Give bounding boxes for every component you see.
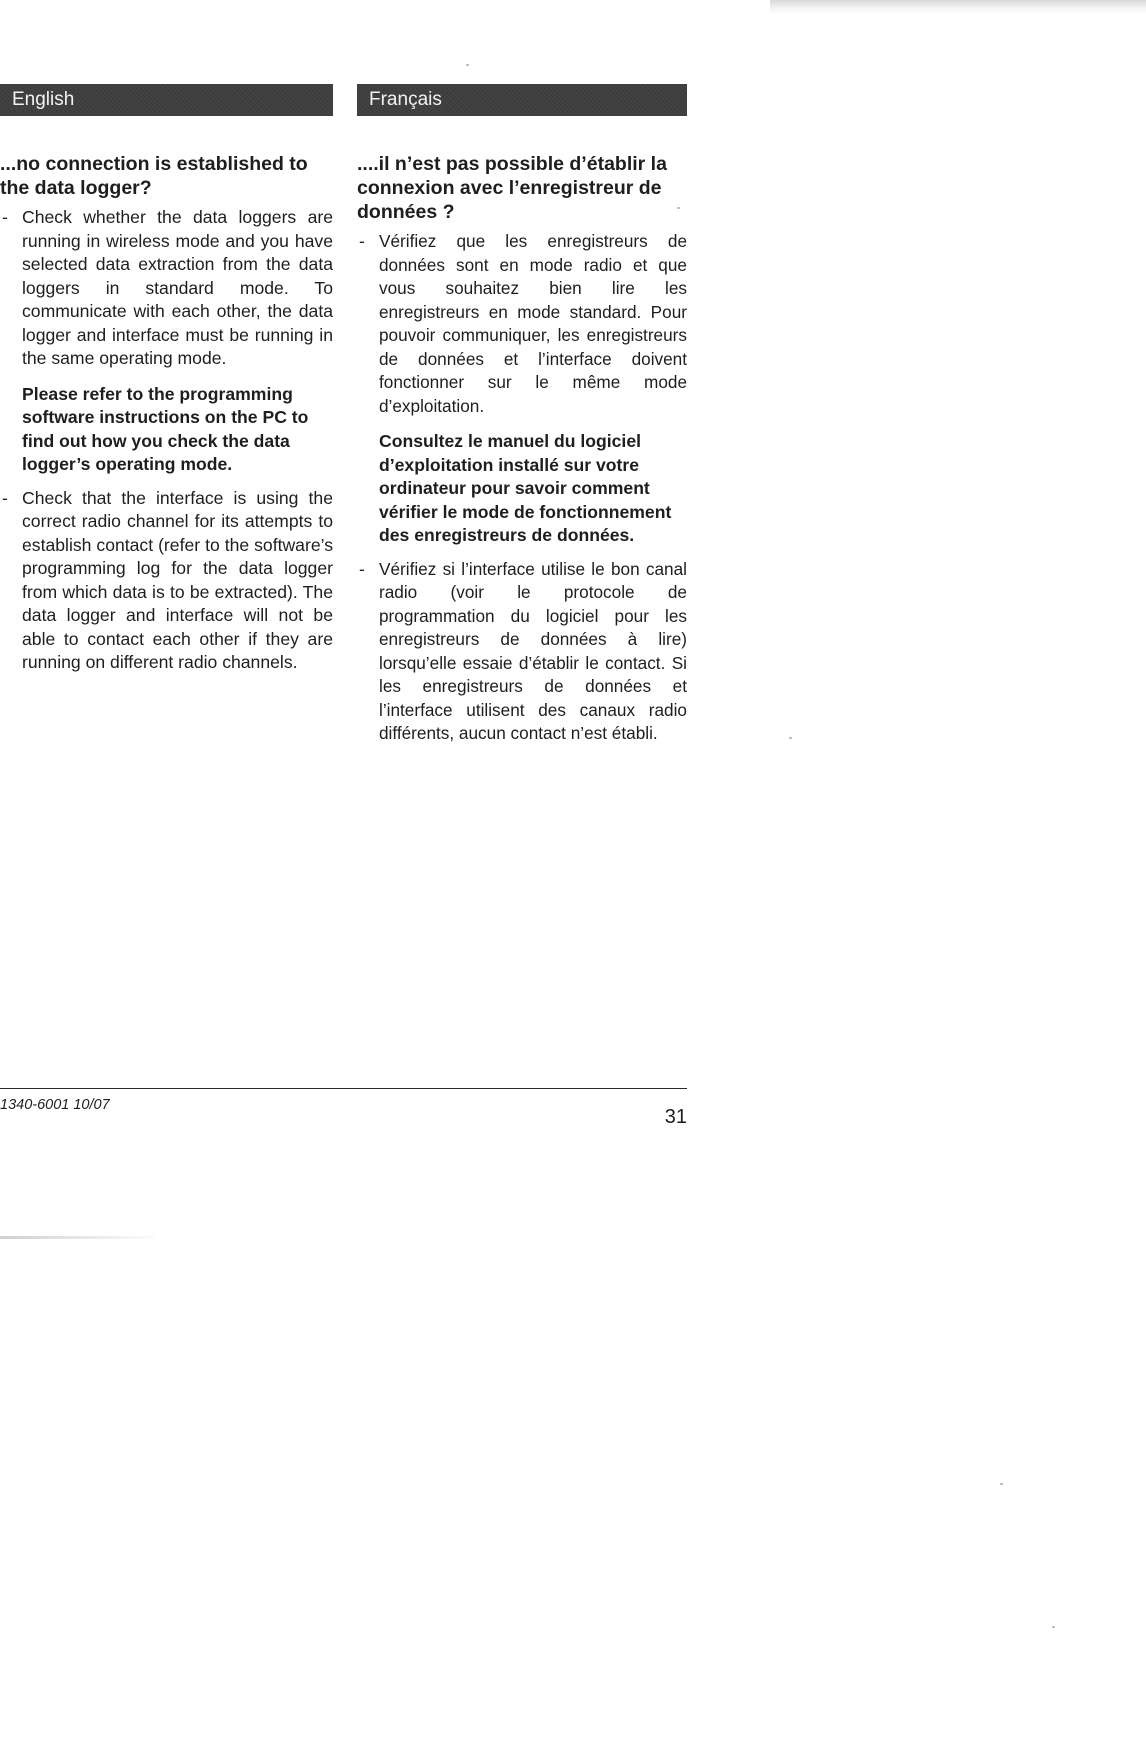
scan-speck <box>466 64 469 66</box>
document-code: 1340-6001 10/07 <box>0 1097 110 1113</box>
list-item <box>0 206 333 371</box>
bullet-dash: - <box>2 487 8 508</box>
list-item <box>357 558 687 746</box>
lang-label-english: English <box>0 84 333 116</box>
lang-label-french: Français <box>357 84 687 116</box>
note-english: Please refer to the programming software instructions on the PC to find out how you check the data logger’s operating mode. <box>22 383 309 474</box>
bullet-dash: - <box>359 558 365 579</box>
list-item <box>0 487 333 675</box>
english-column <box>0 84 333 685</box>
list-item-text: Vérifiez que les enregistreurs de données sont en mode radio et que vous souhaitez bien lire les enregistreurs en mode standard. Pour pouvoir communiquer, les enregistreurs de données et l’interface doivent fonctionner sur le même mode d’exploitation. <box>379 231 687 416</box>
list-item <box>357 230 687 418</box>
bullet-dash: - <box>2 207 8 227</box>
section-heading-english: ...no connection is established to the data logger? <box>0 153 308 199</box>
section-heading-french: ....il n’est pas possible d’établir la connexion avec l’enregistreur de données ? <box>357 153 667 223</box>
list-item-text: Check that the interface is using the correct radio channel for its attempts to establish contact (refer to the software’s programming log for the data logger from which data is to be extracted). The data logger and interface will not be able to contact each other if they are running on different radio channels. <box>22 487 333 672</box>
scan-speck <box>1000 1483 1003 1485</box>
scan-speck <box>789 737 792 739</box>
scan-speck <box>677 207 680 209</box>
scan-speck <box>1052 1626 1055 1628</box>
list-item-text: Vérifiez si l’interface utilise le bon canal radio (voir le protocole de programmation du logiciel pour les enregistreurs de données à lire) lorsqu’elle essaie d’établir le contact. Si les enregistreurs de données et l’interface utilisent des canaux radio différents, aucun contact n’est établi. <box>379 558 687 743</box>
footer-divider <box>0 1088 687 1089</box>
french-column <box>357 84 687 756</box>
scan-edge-shadow <box>770 0 1146 14</box>
list-item-text: Check whether the data loggers are running in wireless mode and you have selected data extraction from the data loggers in standard mode. To communicate with each other, the data logger and interface must be running in the same operating mode. <box>22 207 333 368</box>
bullet-dash: - <box>359 231 365 251</box>
note-french: Consultez le manuel du logiciel d’exploitation installé sur votre ordinateur pour savoir comment vérifier le mode de fonctionnement des enregistreurs de données. <box>379 431 672 545</box>
page-number: 31 <box>664 1106 687 1128</box>
scan-smudge <box>0 1236 155 1239</box>
